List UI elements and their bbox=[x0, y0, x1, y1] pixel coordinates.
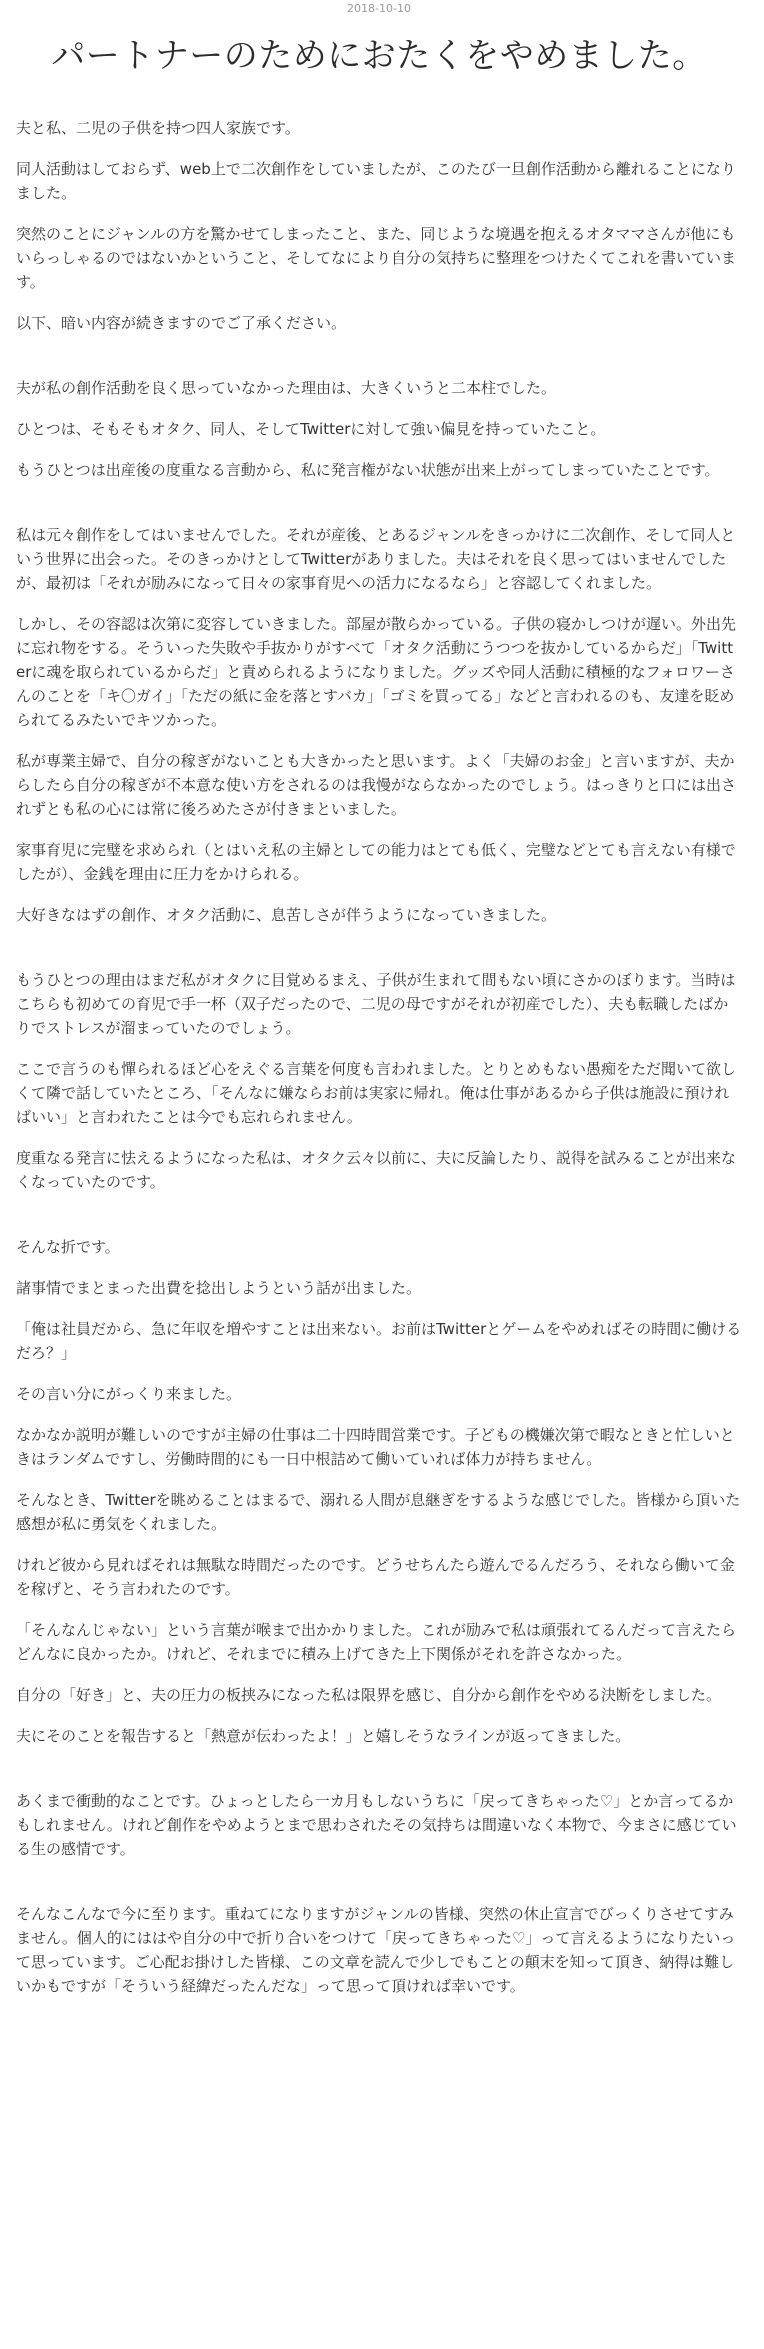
body-paragraph: ここで言うのも憚られるほど心をえぐる言葉を何度も言われました。とりとめもない愚痴をただ聞いて欲しくて隣で話していたところ、「そんなに嫌ならお前は実家に帰れ。俺は仕事があるから子供は施設に預ければいい」と言われたことは今でも忘れられません。 bbox=[16, 1060, 737, 1126]
section-spacer bbox=[16, 1878, 742, 1902]
body-paragraph: もうひとつの理由はまだ私がオタクに目覚めるまえ、子供が生まれて間もない頃にさかのぼります。当時はこちらも初めての育児で手一杯（双子だったので、二児の母ですがそれが初産でした）、夫も転職したばかりでストレスが溜まっていたのでしょう。 bbox=[16, 971, 736, 1037]
body-paragraph: そんな折です。 bbox=[16, 1238, 120, 1256]
body-paragraph: そんなこんなで今に至ります。重ねてになりますがジャンルの皆様、突然の休止宣言でびっくりさせてすみません。個人的にははや自分の中で折り合いをつけて「戻ってきちゃった♡」って言えるようになりたいって思っています。ご心配お掛けした皆様、この文章を読んで少しでもことの顛末を知って頂き、納得は難しいかもですが「そういう経緯だったんだな」って思って頂ければ幸いです。 bbox=[16, 1905, 736, 1995]
body-paragraph: 夫と私、二児の子供を持つ四人家族です。 bbox=[16, 119, 300, 137]
body-paragraph: しかし、その容認は次第に変容していきました。部屋が散らかっている。子供の寝かしつけが遅い。外出先に忘れ物をする。そういった失敗や手抜かりがすべて「オタク活動にうつつを抜かしているからだ」「Twitterに魂を取られているからだ」と責められるようになりました。グッズや同人活動に積極的なフォロワーさんのことを「キ〇ガイ」「ただの紙に金を落とすバカ」「ゴミを買ってる」などと言われるのも、友達を貶められてるみたいでキツかった。 bbox=[16, 615, 737, 729]
body-paragraph: なかなか説明が難しいのですが主婦の仕事は二十四時間営業です。子どもの機嫌次第で暇なときと忙しいときはランダムですし、労働時間的にも一日中根詰めて働いていれば体力が持ちません。 bbox=[16, 1426, 735, 1468]
section-spacer bbox=[16, 1765, 742, 1789]
post-body bbox=[16, 116, 742, 1998]
body-paragraph: 「俺は社員だから、急に年収を増やすことは出来ない。お前はTwitterとゲームをやめればその時間に働けるだろ？」 bbox=[16, 1320, 742, 1362]
body-paragraph: もうひとつは出産後の度重なる言動から、私に発言権がない状態が出来上がってしまっていたことです。 bbox=[16, 461, 720, 479]
body-paragraph: 度重なる発言に怯えるようになった私は、オタク云々以前に、夫に反論したり、説得を試みることが出来なくなっていたのです。 bbox=[16, 1149, 737, 1191]
body-paragraph: 突然のことにジャンルの方を驚かせてしまったこと、また、同じような境遇を抱えるオタママさんが他にもいらっしゃるのではないかということ、そしてなにより自分の気持ちに整理をつけたくてこれを書いています。 bbox=[16, 225, 737, 291]
post-date: 2018-10-10 bbox=[347, 2, 411, 15]
body-paragraph: その言い分にがっくり来ました。 bbox=[16, 1385, 242, 1403]
post-title: パートナーのためにおたくをやめました。 bbox=[51, 36, 707, 76]
body-paragraph: 夫にそのことを報告すると「熱意が伝わったよ！」と嬉しそうなラインが返ってきました。 bbox=[16, 1727, 631, 1745]
body-paragraph: そんなとき、Twitterを眺めることはまるで、溺れる人間が息継ぎをするような感じでした。皆様から頂いた感想が私に勇気をくれました。 bbox=[16, 1491, 741, 1533]
body-paragraph: 諸事情でまとまった出費を捻出しようという話が出ました。 bbox=[16, 1279, 422, 1297]
section-spacer bbox=[16, 944, 742, 968]
body-paragraph: 家事育児に完璧を求められ（とはいえ私の主婦としての能力はとても低く、完璧などとても言えない有様でしたが）、金銭を理由に圧力をかけられる。 bbox=[16, 841, 736, 883]
body-paragraph: 同人活動はしておらず、web上で二次創作をしていましたが、このたび一旦創作活動から離れることになりました。 bbox=[16, 160, 736, 202]
body-paragraph: 以下、暗い内容が続きますのでご了承ください。 bbox=[16, 314, 347, 332]
section-spacer bbox=[16, 352, 742, 376]
body-paragraph: 私が専業主婦で、自分の稼ぎがないことも大きかったと思います。よく「夫婦のお金」と言いますが、夫からしたら自分の稼ぎが不本意な使い方をされるのは我慢がならなかったのでしょう。はっきりと口には出されずとも私の心には常に後ろめたさが付きまといました。 bbox=[16, 752, 737, 818]
body-paragraph: 私は元々創作をしてはいませんでした。それが産後、とあるジャンルをきっかけに二次創作、そして同人という世界に出会った。そのきっかけとしてTwitterがありました。夫はそれを良く思ってはいませんでしたが、最初は「それが励みになって日々の家事育児への活力になるなら」と容認してくれました。 bbox=[16, 526, 736, 592]
body-paragraph: ひとつは、そもそもオタク、同人、そしてTwitterに対して強い偏見を持っていたこと。 bbox=[16, 420, 606, 438]
body-paragraph: けれど彼から見ればそれは無駄な時間だったのです。どうせちんたら遊んでるんだろう、それなら働いて金を稼げと、そう言われたのです。 bbox=[16, 1556, 735, 1598]
body-paragraph: 自分の「好き」と、夫の圧力の板挟みになった私は限界を感じ、自分から創作をやめる決断をしました。 bbox=[16, 1686, 722, 1704]
section-spacer bbox=[16, 1211, 742, 1235]
body-paragraph: 夫が私の創作活動を良く思っていなかった理由は、大きくいうと二本柱でした。 bbox=[16, 379, 557, 397]
body-paragraph: 大好きなはずの創作、オタク活動に、息苦しさが伴うようになっていきました。 bbox=[16, 906, 557, 924]
section-spacer bbox=[16, 499, 742, 523]
body-paragraph: あくまで衝動的なことです。ひょっとしたら一カ月もしないうちに「戻ってきちゃった♡」とか言ってるかもしれません。けれど創作をやめようとまで思わされたその気持ちは間違いなく本物で、今まさに感じている生の感情です。 bbox=[16, 1792, 737, 1858]
body-paragraph: 「そんなんじゃない」という言葉が喉まで出かかりました。これが励みで私は頑張れてるんだって言えたらどんなに良かったか。けれど、それまでに積み上げてきた上下関係がそれを許さなかった。 bbox=[16, 1621, 737, 1663]
